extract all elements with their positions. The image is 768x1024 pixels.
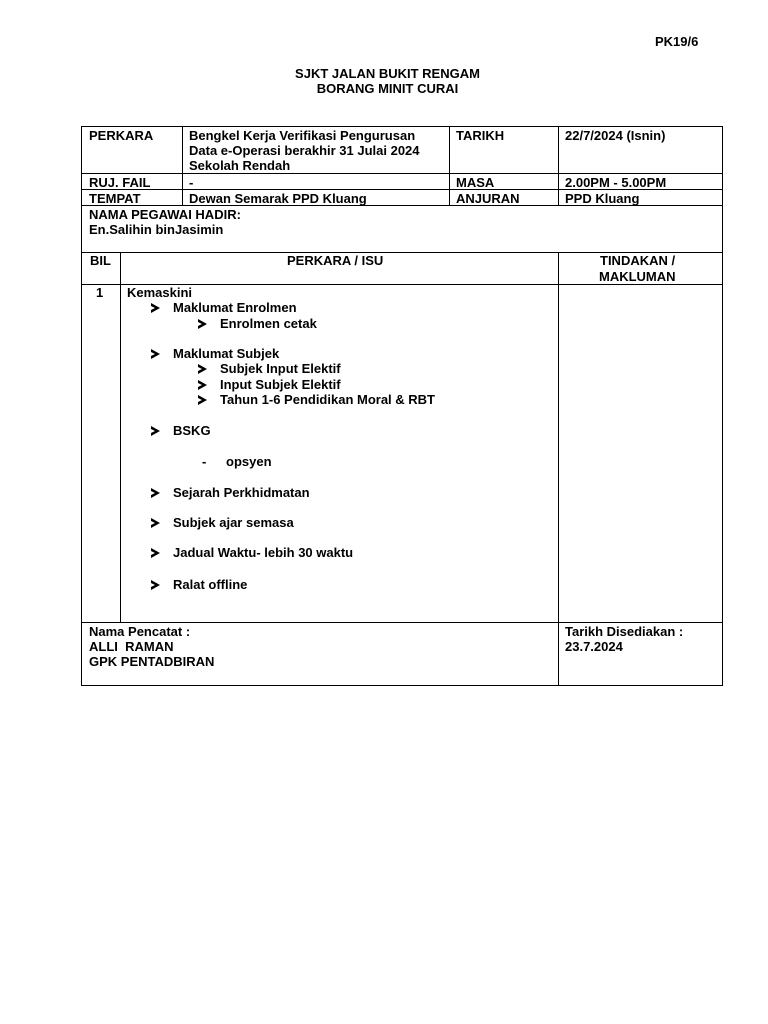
perkara-value-line1: Bengkel Kerja Verifikasi Pengurusan: [189, 128, 416, 143]
anjuran-value: PPD Kluang: [565, 191, 640, 206]
perkara-value-line2: Data e-Operasi berakhir 31 Julai 2024: [189, 143, 420, 158]
arrow-bullet-icon: [151, 548, 160, 558]
perkara-label: PERKARA: [89, 128, 154, 143]
list-item: Input Subjek Elektif: [198, 377, 341, 392]
form-title: BORANG MINIT CURAI: [316, 81, 459, 96]
list-item: Sejarah Perkhidmatan: [151, 485, 310, 500]
pencatat-name: ALLI RAMAN: [89, 639, 174, 654]
tarikh-label: TARIKH: [456, 128, 505, 143]
ruj-fail-label: RUJ. FAIL: [89, 175, 151, 190]
list-item: Subjek ajar semasa: [151, 515, 294, 530]
minutes-col-divider-bil: [120, 252, 121, 623]
arrow-bullet-icon: [198, 395, 207, 405]
info-row-divider: [81, 173, 723, 174]
minutes-table: [81, 252, 723, 686]
minutes-col-divider-tindakan: [558, 252, 559, 686]
pencatat-role: GPK PENTADBIRAN: [89, 654, 215, 669]
arrow-bullet-icon: [151, 518, 160, 528]
col-header-perkara: PERKARA / ISU: [287, 253, 384, 268]
tarikh-value: 22/7/2024 (Isnin): [565, 128, 666, 143]
list-item: Jadual Waktu- lebih 30 waktu: [151, 545, 353, 560]
minutes-footer-divider: [81, 622, 723, 623]
pencatat-label: Nama Pencatat :: [89, 624, 191, 639]
arrow-bullet-icon: [151, 303, 160, 313]
pegawai-value: En.Salihin binJasimin: [89, 222, 224, 237]
list-item: Subjek Input Elektif: [198, 361, 341, 376]
info-col-divider: [558, 126, 559, 206]
pegawai-label: NAMA PEGAWAI HADIR:: [89, 207, 241, 222]
masa-label: MASA: [456, 175, 495, 190]
arrow-bullet-icon: [198, 364, 207, 374]
list-item: opsyen: [226, 454, 272, 469]
list-item: Maklumat Enrolmen: [151, 300, 297, 315]
list-item: Tahun 1-6 Pendidikan Moral & RBT: [198, 392, 435, 407]
arrow-bullet-icon: [151, 426, 160, 436]
dash-bullet: -: [202, 454, 207, 469]
perkara-value-line3: Sekolah Rendah: [189, 158, 291, 173]
form-code: PK19/6: [655, 34, 699, 49]
arrow-bullet-icon: [151, 488, 160, 498]
row-number: 1: [96, 285, 104, 300]
row-heading: Kemaskini: [127, 285, 193, 300]
arrow-bullet-icon: [151, 349, 160, 359]
list-item: Maklumat Subjek: [151, 346, 279, 361]
school-name: SJKT JALAN BUKIT RENGAM: [295, 66, 480, 81]
tarikh-disediakan-label: Tarikh Disediakan :: [565, 624, 684, 639]
tarikh-disediakan-value: 23.7.2024: [565, 639, 623, 654]
col-header-makluman: MAKLUMAN: [599, 269, 676, 284]
anjuran-label: ANJURAN: [456, 191, 520, 206]
info-col-divider: [449, 126, 450, 206]
arrow-bullet-icon: [151, 580, 160, 590]
arrow-bullet-icon: [198, 319, 207, 329]
list-item: Ralat offline: [151, 577, 247, 592]
col-header-bil: BIL: [90, 253, 111, 268]
tempat-value: Dewan Semarak PPD Kluang: [189, 191, 367, 206]
info-col-divider: [182, 126, 183, 206]
ruj-fail-value: -: [189, 175, 194, 190]
arrow-bullet-icon: [198, 380, 207, 390]
col-header-tindakan: TINDAKAN /: [600, 253, 676, 268]
tempat-label: TEMPAT: [89, 191, 141, 206]
list-item: Enrolmen cetak: [198, 316, 317, 331]
masa-value: 2.00PM - 5.00PM: [565, 175, 667, 190]
list-item: BSKG: [151, 423, 211, 438]
